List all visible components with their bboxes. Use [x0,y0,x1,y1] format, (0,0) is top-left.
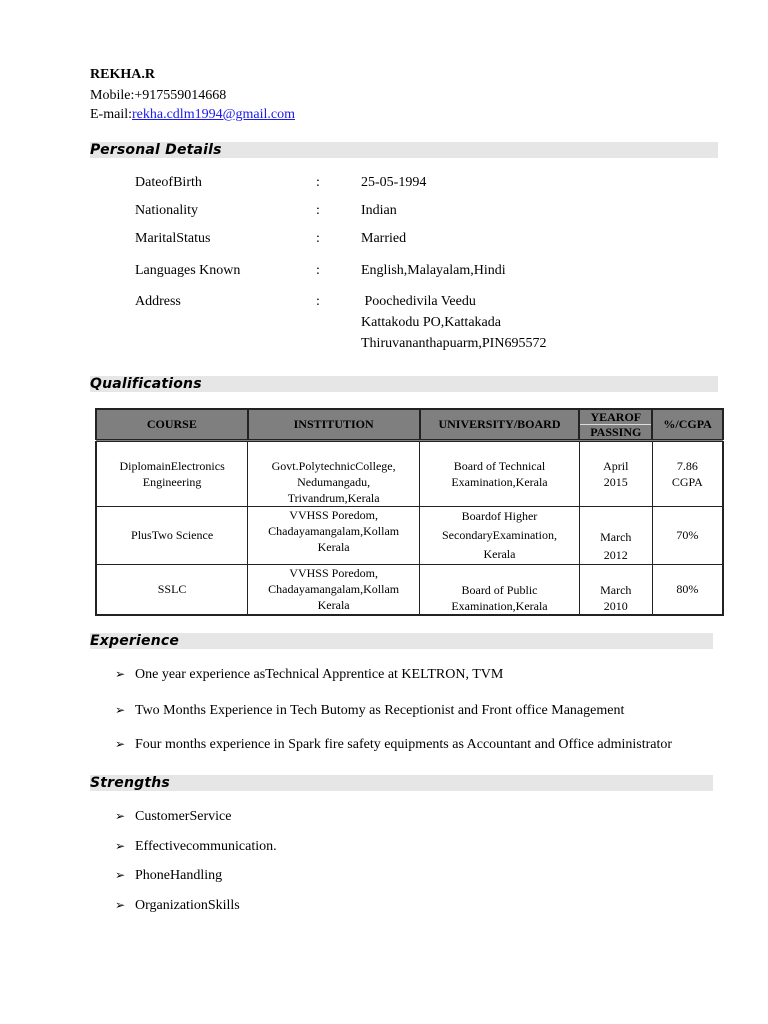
experience-text: One year experience asTechnical Apprentice at KELTRON, TVM [135,667,504,682]
marital-value: Married [361,231,407,246]
cgpa-line: CGPA [671,475,703,489]
board-header: UNIVERSITY/BOARD [420,409,580,441]
year-line: 2015 [603,475,628,489]
arrow-bullet-icon: ➢ [115,809,126,823]
institution-line: Chadayamangalam,Kollam [268,524,400,538]
languages-sep: : [316,263,320,278]
board-line: Board of Technical [453,459,546,473]
board-line: Board of Public [461,582,538,597]
board-line: SecondaryExamination, [442,528,557,542]
list-item [115,839,277,855]
mobile-line [90,88,226,104]
board-line: Examination,Kerala [451,475,548,489]
experience-text: Two Months Experience in Tech Butomy as Receptionist and Front office Management [135,703,625,718]
list-item [115,898,240,914]
nationality-label: Nationality [135,203,198,218]
institution-line: Chadayamangalam,Kollam [268,582,400,596]
institution-line: Trivandrum,Kerala [287,491,380,505]
course-cell: PlusTwo Science [96,507,248,565]
cgpa-cell [652,441,723,507]
year-cell [579,441,652,507]
course-cell: SSLC [96,565,248,615]
year-cell [579,507,652,565]
board-line: Kerala [483,547,516,561]
board-cell [420,441,580,507]
institution-line: VVHSS Poredom, [289,508,378,522]
marital-sep: : [316,231,320,246]
arrow-bullet-icon: ➢ [115,868,126,882]
arrow-bullet-icon: ➢ [115,667,126,681]
nationality-value: Indian [361,203,397,218]
year-line: March [600,530,632,544]
strength-text: OrganizationSkills [135,898,240,913]
year-line: 2012 [603,548,628,562]
languages-value: English,Malayalam,Hindi [361,263,506,278]
strength-text: CustomerService [135,809,232,824]
list-item [115,809,231,825]
institution-line: Nedumangadu, [297,475,371,489]
institution-line: Kerala [317,540,350,554]
board-cell [420,507,580,565]
board-line: Examination,Kerala [451,598,548,613]
institution-header: INSTITUTION [248,409,420,441]
dob-sep: : [316,175,320,190]
arrow-bullet-icon: ➢ [115,737,126,751]
cgpa-cell: 80% [652,565,723,615]
list-item [115,667,503,683]
address-label: Address [135,294,181,309]
institution-cell [248,507,420,565]
strength-text: PhoneHandling [135,868,223,883]
arrow-bullet-icon: ➢ [115,839,126,853]
institution-line: Kerala [317,598,350,612]
board-line: Boardof Higher [461,509,538,523]
table-row [96,565,723,615]
mobile-number: +917559014668 [134,88,227,103]
board-cell [420,565,580,615]
address-line-1: Poochedivila Veedu [361,294,476,309]
year-header-line-2: PASSING [580,424,651,439]
course-header: COURSE [96,409,248,441]
year-line: 2010 [603,598,628,613]
year-cell [579,565,652,615]
table-header-row [96,409,723,441]
email-link[interactable]: rekha.cdlm1994@gmail.com [132,107,295,122]
languages-label: Languages Known [135,263,241,278]
institution-line: VVHSS Poredom, [289,566,378,580]
year-line: April [603,459,629,473]
arrow-bullet-icon: ➢ [115,703,126,717]
personal-details-heading: Personal Details [90,142,718,158]
strength-text: Effectivecommunication. [135,839,277,854]
experience-heading: Experience [90,633,713,649]
address-line-2: Kattakodu PO,Kattakada [361,315,501,330]
year-header-line-1: YEAROF [590,409,642,424]
year-header [579,409,652,441]
institution-cell [248,441,420,507]
list-item [115,703,624,719]
dob-label: DateofBirth [135,175,202,190]
table-row [96,507,723,565]
qualifications-heading: Qualifications [90,376,718,392]
email-label: E-mail: [90,107,132,122]
institution-line: Govt.PolytechnicCollege, [271,459,396,473]
marital-label: MaritalStatus [135,231,211,246]
cgpa-cell: 70% [652,507,723,565]
qualifications-table [95,408,724,616]
cgpa-line: 7.86 [676,459,698,473]
course-cell: DiplomainElectronics Engineering [96,441,248,507]
list-item [115,868,222,884]
mobile-label: Mobile: [90,88,135,103]
nationality-sep: : [316,203,320,218]
address-sep: : [316,294,320,309]
year-line: March [600,582,632,597]
strengths-heading: Strengths [90,775,713,791]
candidate-name: REKHA.R [90,67,155,82]
email-line [90,107,295,123]
list-item [115,737,672,753]
institution-cell [248,565,420,615]
address-line-3: Thiruvananthapuarm,PIN695572 [361,336,547,351]
cgpa-header: %/CGPA [652,409,723,441]
experience-text: Four months experience in Spark fire safety equipments as Accountant and Office administrator [135,737,673,752]
arrow-bullet-icon: ➢ [115,898,126,912]
table-row [96,441,723,507]
dob-value: 25-05-1994 [361,175,427,190]
